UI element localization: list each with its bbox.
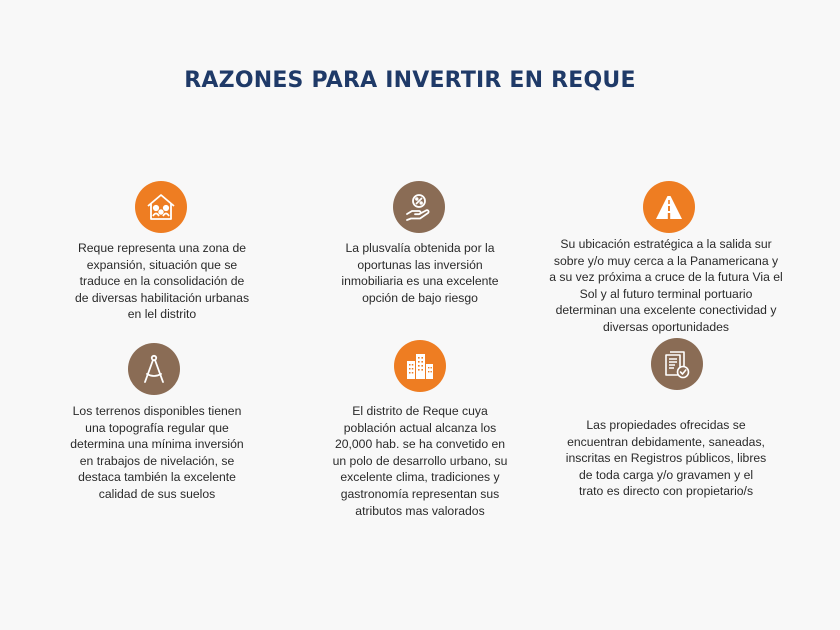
card-text-ubicacion: Su ubicación estratégica a la salida sur sobre y/o muy cerca a la Panamericana y a su vez próxima a cruce de la futura Via el Sol y al futuro terminal portuario determinan una excelente conectividad y diversas oportunidades xyxy=(549,237,783,334)
city-buildings-icon xyxy=(394,340,446,392)
card-text-propiedades: Las propiedades ofrecidas se encuentran debidamente, saneadas, inscritas en Registros públicos, libres de toda carga y/o gravamen y el trato es directo con propietario/s xyxy=(565,418,767,499)
card-text-terrenos: Los terrenos disponibles tienen una topografía regular que determina una mínima inversión en trabajos de nivelación, se destaca también la excelente calidad de sus suelos xyxy=(70,404,244,501)
certified-documents-icon xyxy=(651,338,703,390)
percent-hand-icon xyxy=(393,181,445,233)
card-text-distrito: El distrito de Reque cuya población actual alcanza los 20,000 hab. se ha convetido en un polo de desarrollo urbano, su excelente clima, tradiciones y gastronomía representan sus atributos mas valorados xyxy=(332,404,508,518)
card-text-expansion: Reque representa una zona de expansión, situación que se traduce en la consolidación de de diversas habilitación urbanas en lel distrito xyxy=(74,241,250,322)
house-people-icon xyxy=(135,181,187,233)
card-text-plusvalia: La plusvalía obtenida por la oportunas las inversión inmobiliaria es una excelente opción de bajo riesgo xyxy=(341,241,499,305)
compass-drawing-icon xyxy=(128,343,180,395)
page-title: RAZONES PARA INVERTIR EN REQUE xyxy=(184,68,636,93)
road-icon xyxy=(643,181,695,233)
